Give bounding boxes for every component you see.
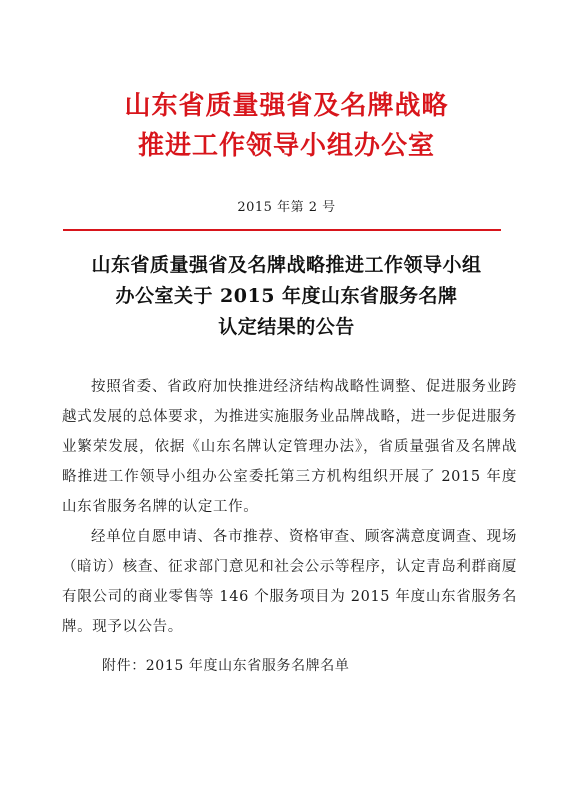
body-paragraph-1: 按照省委、省政府加快推进经济结构战略性调整、促进服务业跨越式发展的总体要求，为推进实施服务业品牌战略，进一步促进服务业繁荣发展，依据《山东名牌认定管理办法》，省质量强省及名牌战略推进工作领导小组办公室委托第三方机构组织开展了 2015 年度山东省服务名牌的认定工作。: [62, 379, 517, 515]
body-paragraph-2: 经单位自愿申请、各市推荐、资格审查、顾客满意度调查、现场（暗访）核查、征求部门意见和社会公示等程序，认定青岛利群商厦有限公司的商业零售等 146 个服务项目为 2015 年度山东省服务名牌。现予以公告。: [62, 529, 517, 635]
document-title: [0, 250, 573, 343]
attachment-note: 附件：2015 年度山东省服务名牌名单: [102, 658, 350, 674]
title-line-3: 认定结果的公告: [218, 316, 355, 338]
document-body: [62, 372, 517, 642]
document-number: 2015 年第 2 号: [237, 200, 336, 215]
title-line-1: 山东省质量强省及名牌战略推进工作领导小组: [91, 254, 482, 276]
header-line-2: 推进工作领导小组办公室: [137, 131, 435, 161]
issuing-office-header: [0, 86, 573, 166]
red-divider-line: [63, 229, 501, 231]
title-line-2: 办公室关于 2015 年度山东省服务名牌: [115, 285, 458, 307]
header-line-1: 山东省质量强省及名牌战略: [124, 91, 449, 121]
